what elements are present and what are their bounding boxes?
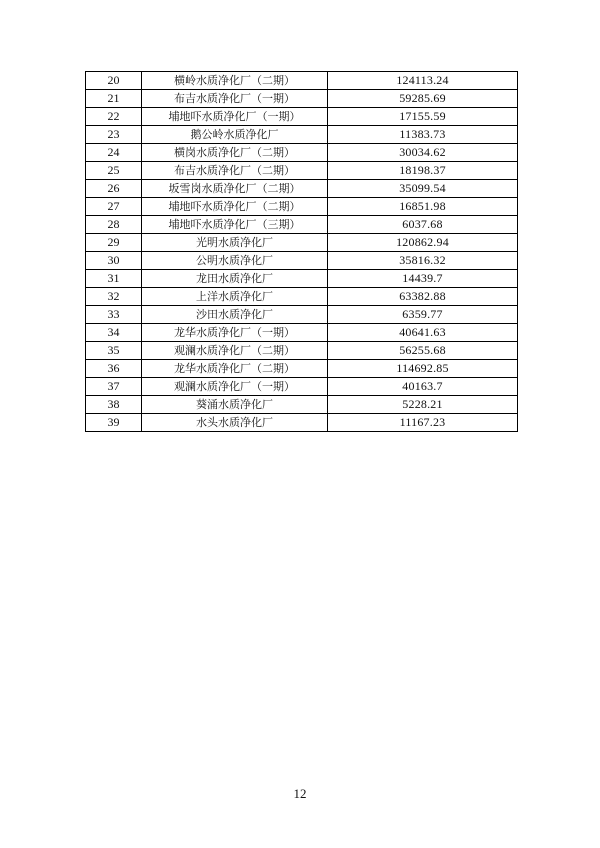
table-row [86,126,518,144]
row-number: 34 [86,324,142,342]
table-row [86,108,518,126]
plant-name: 布吉水质净化厂（一期） [142,90,328,108]
table-row [86,252,518,270]
plant-name: 横岭水质净化厂（二期） [142,72,328,90]
table-row [86,234,518,252]
row-number: 39 [86,414,142,432]
plant-value: 17155.59 [328,108,518,126]
page-number: 12 [293,786,307,801]
row-number: 20 [86,72,142,90]
table-row [86,216,518,234]
plant-name: 埔地吓水质净化厂（一期） [142,108,328,126]
plant-value: 6359.77 [328,306,518,324]
plant-value: 6037.68 [328,216,518,234]
plant-value: 120862.94 [328,234,518,252]
plant-value: 5228.21 [328,396,518,414]
plant-name: 水头水质净化厂 [142,414,328,432]
plant-name: 沙田水质净化厂 [142,306,328,324]
plant-value: 30034.62 [328,144,518,162]
plant-name: 坂雪岗水质净化厂（二期） [142,180,328,198]
row-number: 28 [86,216,142,234]
row-number: 31 [86,270,142,288]
table-row [86,270,518,288]
row-number: 22 [86,108,142,126]
row-number: 27 [86,198,142,216]
row-number: 25 [86,162,142,180]
table-row [86,306,518,324]
plant-value: 11167.23 [328,414,518,432]
plant-name: 观澜水质净化厂（一期） [142,378,328,396]
table-row [86,144,518,162]
plant-name: 上洋水质净化厂 [142,288,328,306]
table-row [86,342,518,360]
table-body [86,72,518,432]
plant-value: 63382.88 [328,288,518,306]
plant-value: 18198.37 [328,162,518,180]
row-number: 30 [86,252,142,270]
plant-name: 光明水质净化厂 [142,234,328,252]
plant-name: 公明水质净化厂 [142,252,328,270]
plant-name: 横岗水质净化厂（二期） [142,144,328,162]
plant-value: 40163.7 [328,378,518,396]
plant-name: 鹅公岭水质净化厂 [142,126,328,144]
table-row [86,180,518,198]
row-number: 32 [86,288,142,306]
row-number: 26 [86,180,142,198]
row-number: 37 [86,378,142,396]
plant-value: 114692.85 [328,360,518,378]
table-row [86,162,518,180]
table-row [86,72,518,90]
table-row [86,378,518,396]
table-row [86,360,518,378]
table-row [86,324,518,342]
table-row [86,288,518,306]
row-number: 29 [86,234,142,252]
table-row [86,414,518,432]
plant-value: 16851.98 [328,198,518,216]
row-number: 23 [86,126,142,144]
plant-value: 35099.54 [328,180,518,198]
plant-name: 龙华水质净化厂（二期） [142,360,328,378]
row-number: 24 [86,144,142,162]
table-row [86,90,518,108]
row-number: 35 [86,342,142,360]
plant-name: 观澜水质净化厂（二期） [142,342,328,360]
plant-value: 14439.7 [328,270,518,288]
plant-name: 埔地吓水质净化厂（三期） [142,216,328,234]
plant-value: 124113.24 [328,72,518,90]
plant-value: 11383.73 [328,126,518,144]
row-number: 21 [86,90,142,108]
plant-name: 葵涌水质净化厂 [142,396,328,414]
row-number: 36 [86,360,142,378]
row-number: 38 [86,396,142,414]
plant-data-table [85,71,518,432]
plant-name: 龙田水质净化厂 [142,270,328,288]
plant-value: 56255.68 [328,342,518,360]
plant-value: 40641.63 [328,324,518,342]
plant-name: 布吉水质净化厂（二期） [142,162,328,180]
row-number: 33 [86,306,142,324]
plant-value: 35816.32 [328,252,518,270]
plant-name: 埔地吓水质净化厂（二期） [142,198,328,216]
plant-name: 龙华水质净化厂（一期） [142,324,328,342]
table-row [86,396,518,414]
table-row [86,198,518,216]
plant-value: 59285.69 [328,90,518,108]
